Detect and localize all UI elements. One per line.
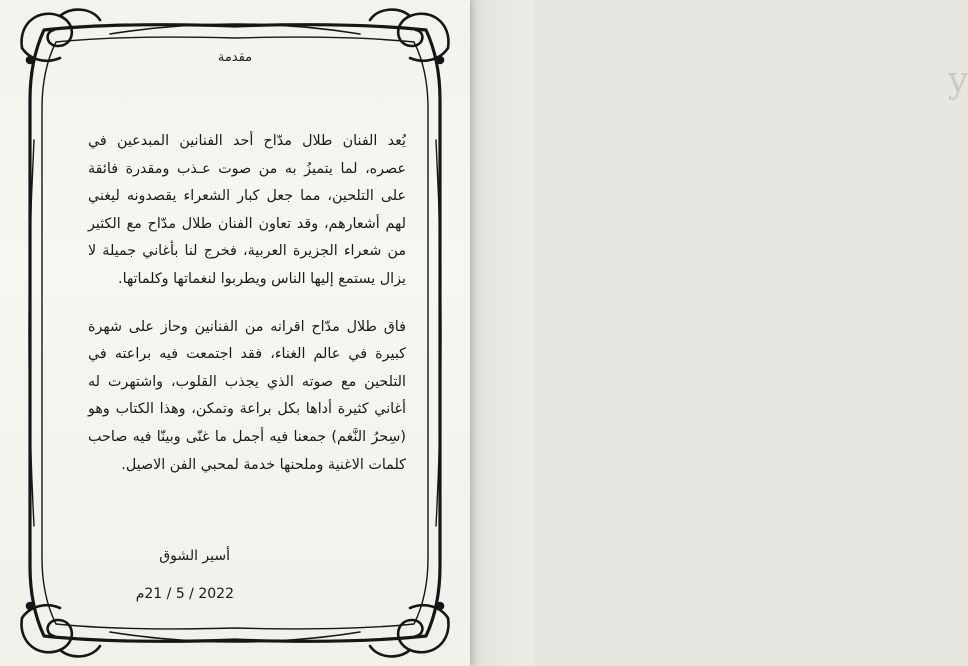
corner-ornament-bottom-left [22,603,100,656]
adjacent-page-bleed-glyph: y [948,60,968,101]
corner-ornament-bottom-right [370,603,448,656]
author-signature: أسير الشوق [159,548,230,564]
date-line: 2022 / 5 / 21م [135,586,234,602]
paragraph-2: فاق طلال مدّاح اقرانه من الفنانين وحاز على شهرة كبيرة في عالم الغناء، فقد اجتمعت فيه براعته في التلحين مع صوته الذي يجذب القلوب، واشتهرت له أغاني كثيرة أداها بكل براعة وتمكن، وهذا الكتاب وهو (سِحرُ النَّغم) جمعنا فيه أجمل ما غنّى وبينّا فيه صاحب كلمات الاغنية وملحنها خدمة لمحبي الفن الاصيل. [88,318,406,473]
page-heading: مقدمة [217,50,253,65]
introduction-body [88,128,406,499]
book-page [0,0,470,666]
paragraph-1: يُعد الفنان طلال مدّاح أحد الفنانين المبدعين في عصره، لما يتميزُ به من صوت عـذب ومقدرة فائقة على التلحين، مما جعل كبار الشعراء يقصدونه ليغني لهم أشعارهم، وقد تعاون الفنان طلال مدّاح مع الكثير من شعراء الجزيرة العربية، فخرج لنا بأغاني جميلة لا يزال يستمع إليها الناس ويطربوا لنغماتها وكلماتها. [88,133,406,287]
adjacent-page [470,0,968,666]
